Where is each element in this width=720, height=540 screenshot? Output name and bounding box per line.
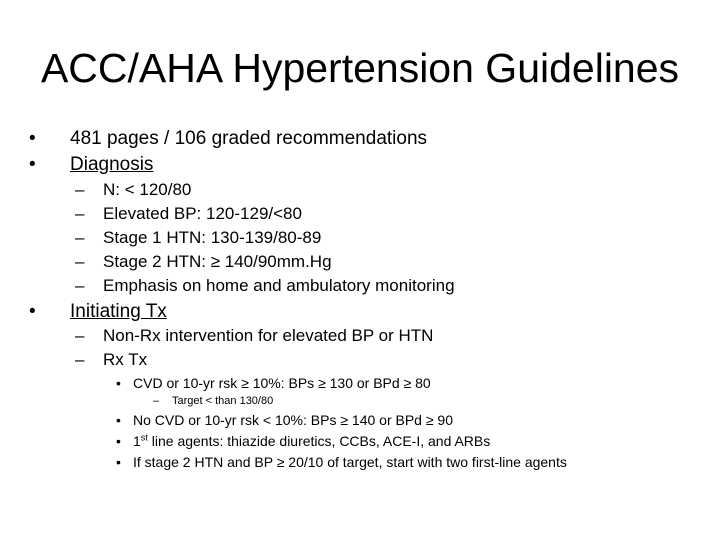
- slide-title: ACC/AHA Hypertension Guidelines: [40, 45, 680, 91]
- diagnosis-item: Elevated BP: 120-129/<80: [103, 204, 302, 223]
- dash-icon: –: [75, 204, 85, 223]
- bullet-icon: •: [29, 128, 36, 149]
- rx-item-cvd: CVD or 10-yr rsk ≥ 10%: BPs ≥ 130 or BPd ≥ 80: [133, 375, 431, 391]
- dash-icon: –: [75, 252, 85, 271]
- dash-icon: –: [75, 326, 85, 345]
- bullet-icon: •: [116, 454, 121, 470]
- bullet-non-rx: Non-Rx intervention for elevated BP or HTN: [103, 326, 434, 345]
- bullet-icon: •: [29, 154, 36, 175]
- bullet-icon: •: [116, 375, 121, 391]
- dash-icon: –: [153, 395, 160, 407]
- first-line-text: line agents: thiazide diuretics, CCBs, ACE-I, and ARBs: [147, 433, 491, 449]
- bullet-initiating-tx: Initiating Tx: [70, 301, 167, 322]
- bullet-icon: •: [116, 433, 121, 449]
- diagnosis-item: N: < 120/80: [103, 180, 192, 199]
- diagnosis-item: Stage 2 HTN: ≥ 140/90mm.Hg: [103, 252, 332, 271]
- diagnosis-item: Emphasis on home and ambulatory monitoring: [103, 276, 455, 295]
- bullet-diagnosis: Diagnosis: [70, 154, 154, 175]
- rx-item-stage2: If stage 2 HTN and BP ≥ 20/10 of target, start with two first-line agents: [133, 454, 567, 470]
- first-line-number: 1: [133, 433, 141, 449]
- dash-icon: –: [75, 276, 85, 295]
- rx-item-first-line: [133, 432, 490, 450]
- rx-item-no-cvd: No CVD or 10-yr rsk < 10%: BPs ≥ 140 or BPd ≥ 90: [133, 412, 453, 428]
- bullet-recommendations: 481 pages / 106 graded recommendations: [70, 128, 428, 149]
- bullet-icon: •: [116, 412, 121, 428]
- first-line-ordinal: st: [140, 432, 148, 443]
- dash-icon: –: [75, 180, 85, 199]
- bullet-rx-tx: Rx Tx: [103, 350, 148, 369]
- rx-item-target: Target < than 130/80: [172, 395, 274, 407]
- bullet-icon: •: [29, 301, 36, 322]
- dash-icon: –: [75, 350, 85, 369]
- dash-icon: –: [75, 228, 85, 247]
- diagnosis-item: Stage 1 HTN: 130-139/80-89: [103, 228, 322, 247]
